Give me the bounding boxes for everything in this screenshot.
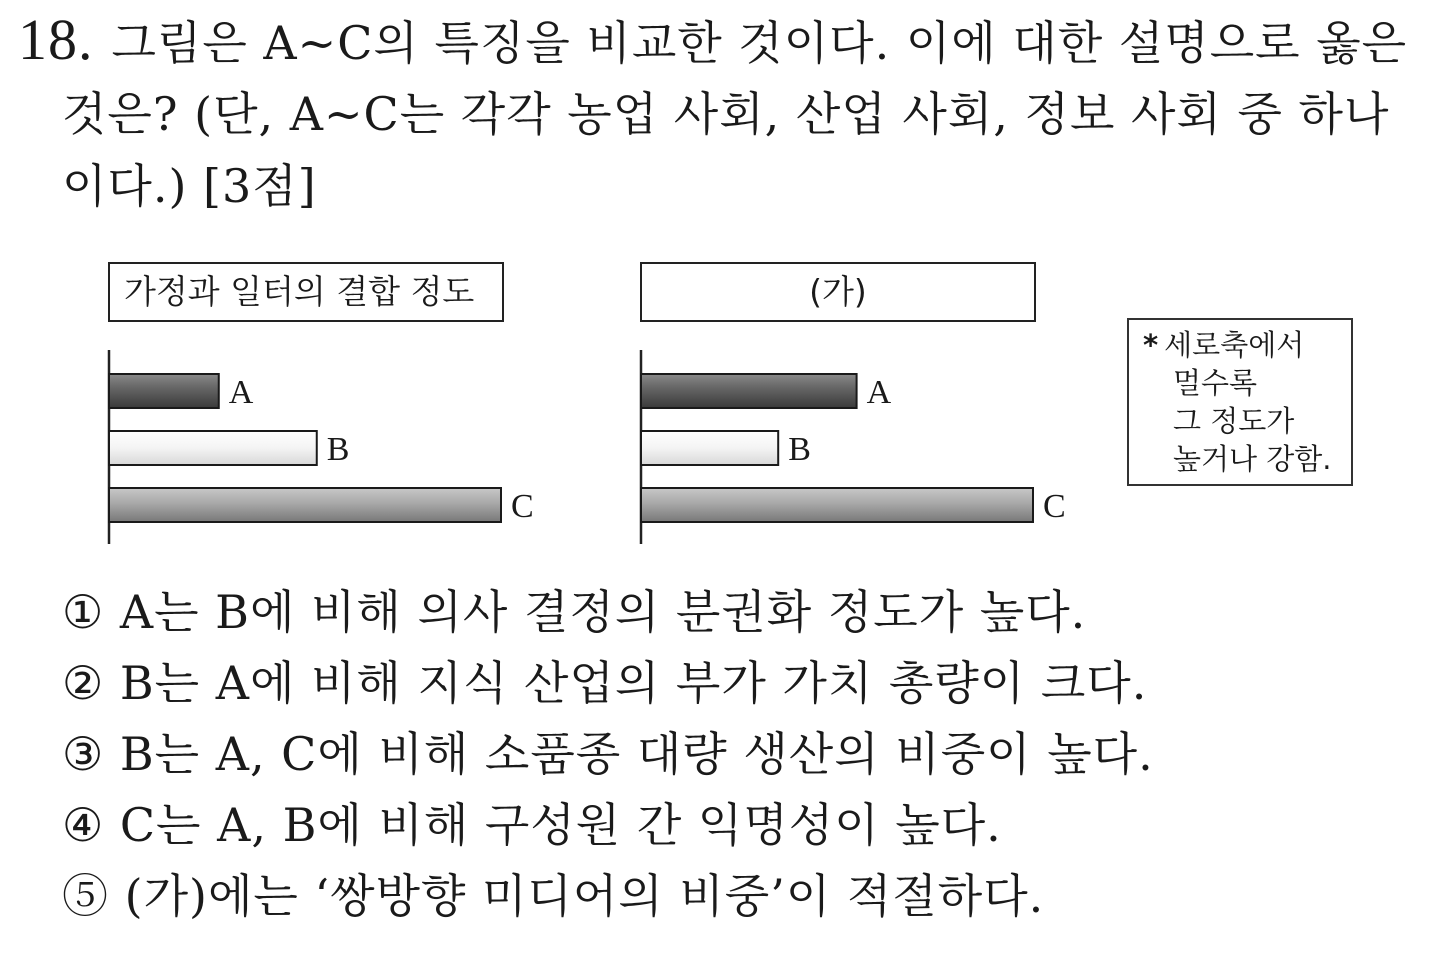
chart-1-label-a: A [228,374,254,411]
chart-1-svg [108,262,568,552]
chart-home-work-integration [108,262,534,552]
chart-1-bar-b [109,431,317,465]
legend-star: * [1143,328,1159,362]
choice-5[interactable]: ⑤ (가)에는 ‘쌍방향 미디어의 비중’이 적절하다. [62,869,1045,923]
chart-1-title-text: 가정과 일터의 결합 정도 [124,272,475,311]
legend-line-4: 높거나 강함. [1173,442,1332,476]
question-line-3: 이다.) [3점] [62,159,317,213]
chart-1-bar-c [109,488,501,522]
choice-3[interactable]: ③ B는 A, C에 비해 소품종 대량 생산의 비중이 높다. [62,727,1154,781]
chart-2-svg [640,262,1100,552]
legend-line-1 [1143,326,1351,364]
legend-line-3: 그 정도가 [1173,404,1295,438]
chart-2-title-text: (가) [809,272,867,311]
legend-line-2: 멀수록 [1173,366,1258,400]
question-line-2: 것은? (단, A~C는 각각 농업 사회, 산업 사회, 정보 사회 중 하나 [62,87,1390,141]
legend-text-1: 세로축에서 [1164,328,1305,362]
chart-2-bar-b [641,431,778,465]
choice-2[interactable]: ② B는 A에 비해 지식 산업의 부가 가치 총량이 크다. [62,656,1148,710]
chart-1-label-c: C [511,488,534,525]
choice-4[interactable]: ④ C는 A, B에 비해 구성원 간 익명성이 높다. [62,798,1002,852]
chart-2-label-c: C [1043,488,1066,525]
chart-ga [640,262,1066,552]
chart-2-label-a: A [866,374,892,411]
question-number: 18. [18,7,94,72]
question-text-1: 그림은 A~C의 특징을 비교한 것이다. 이에 대한 설명으로 옳은 [111,16,1408,70]
choice-1[interactable]: ① A는 B에 비해 의사 결정의 분권화 정도가 높다. [62,585,1087,639]
question-line-1 [18,7,1408,72]
chart-1-label-b: B [326,431,350,468]
chart-2-label-b: B [788,431,811,468]
legend-note [1127,318,1353,486]
chart-1-bar-a [109,374,219,408]
chart-2-bar-a [641,374,857,408]
chart-2-bar-c [641,488,1033,522]
